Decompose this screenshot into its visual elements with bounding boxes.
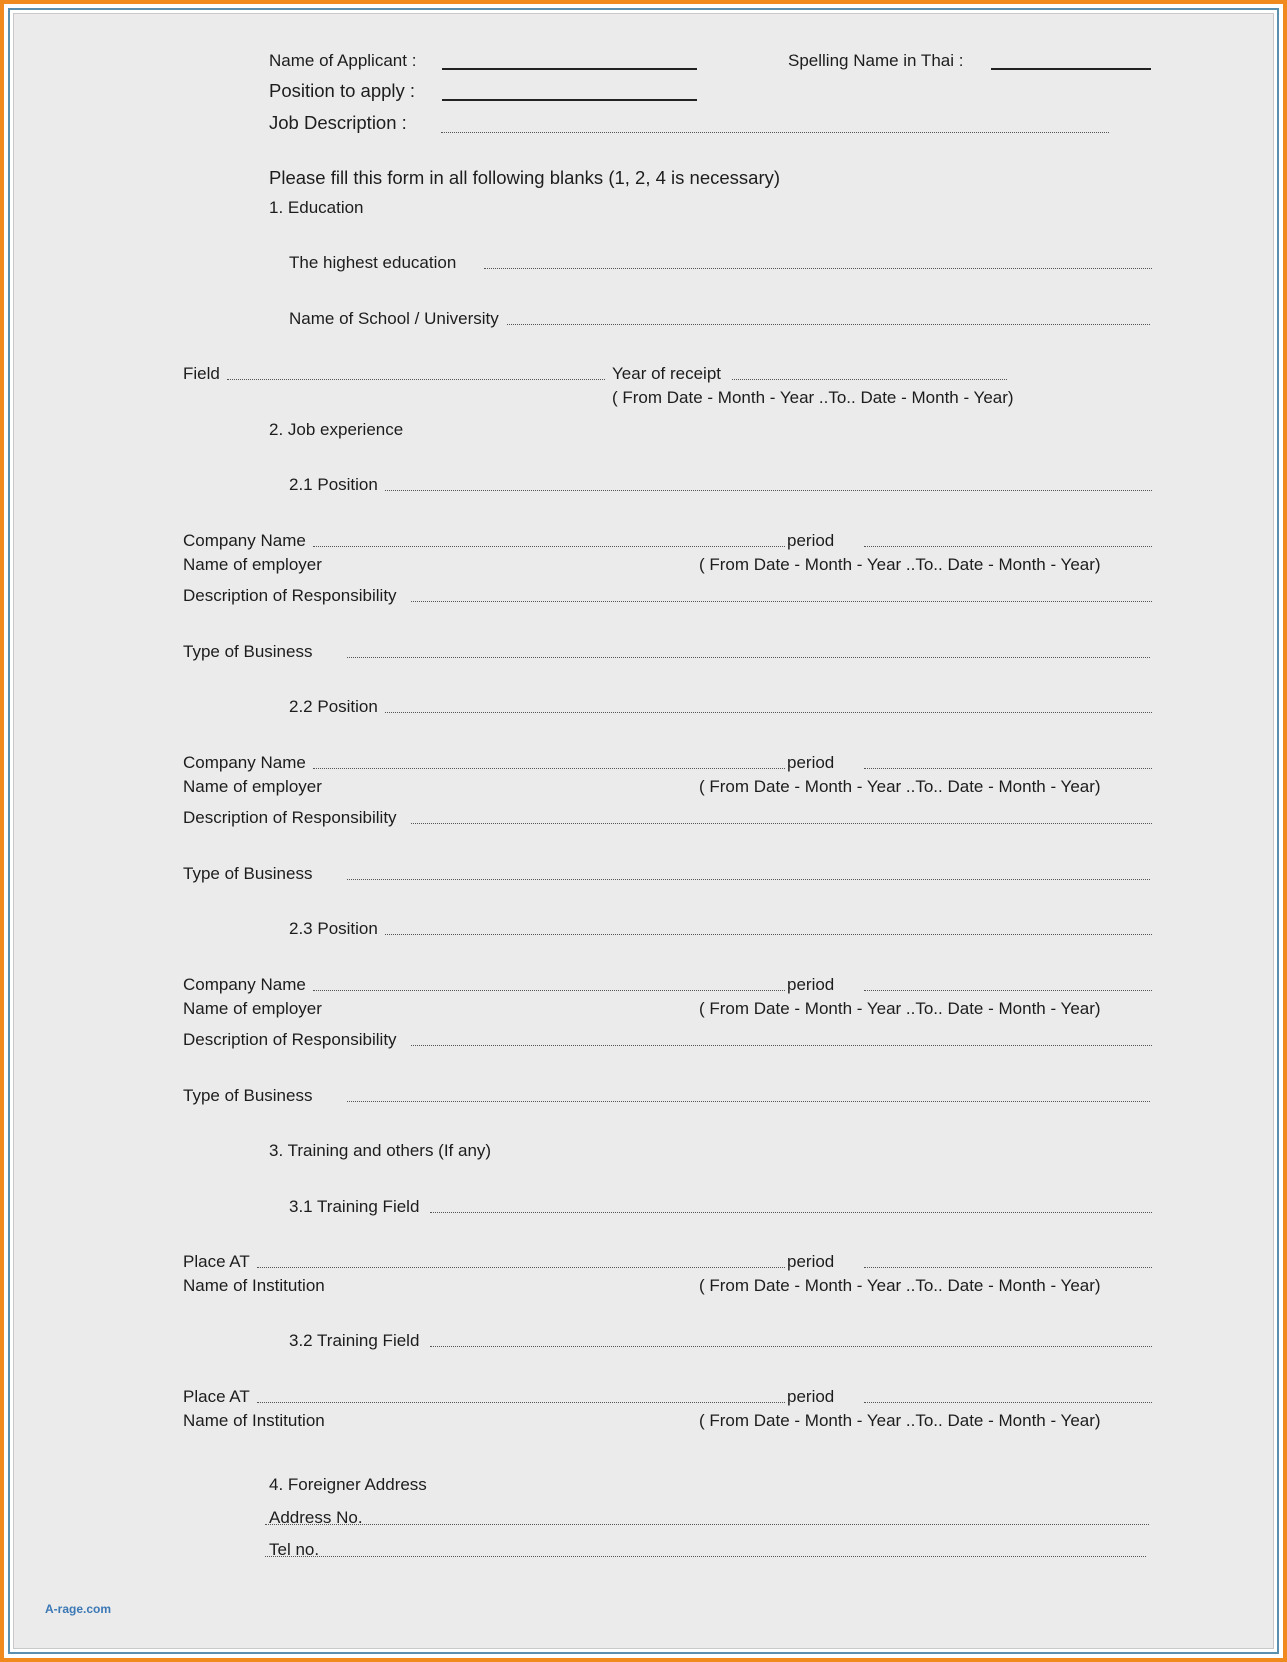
- institution-label: Name of Institution: [183, 1411, 325, 1430]
- tel-no-label: Tel no.: [269, 1540, 320, 1559]
- address-heading: 4. Foreigner Address: [269, 1475, 427, 1494]
- tel-no-field[interactable]: [265, 1556, 1146, 1557]
- period-field[interactable]: [864, 990, 1152, 991]
- period-label: period: [787, 753, 835, 772]
- highest-education-label: The highest education: [289, 253, 457, 272]
- school-field[interactable]: [507, 324, 1150, 325]
- period-note: ( From Date - Month - Year ..To.. Date - Month - Year): [699, 555, 1101, 574]
- place-at-field[interactable]: [257, 1402, 785, 1403]
- school-label: Name of School / University: [289, 309, 499, 328]
- business-type-label: Type of Business: [183, 1086, 313, 1105]
- company-name-field[interactable]: [313, 768, 785, 769]
- experience-heading: 2. Job experience: [269, 420, 404, 439]
- address-no-field[interactable]: [265, 1524, 1149, 1525]
- period-label: period: [787, 531, 835, 550]
- thai-name-field[interactable]: [991, 68, 1151, 70]
- place-at-label: Place AT: [183, 1387, 250, 1406]
- applicant-name-label: Name of Applicant :: [269, 51, 417, 70]
- company-name-label: Company Name: [183, 753, 306, 772]
- responsibility-label: Description of Responsibility: [183, 808, 397, 827]
- business-type-field[interactable]: [347, 1101, 1150, 1102]
- year-receipt-field[interactable]: [732, 379, 1007, 380]
- period-label: period: [787, 975, 835, 994]
- responsibility-field[interactable]: [411, 1045, 1152, 1046]
- institution-label: Name of Institution: [183, 1276, 325, 1295]
- period-label: period: [787, 1387, 835, 1406]
- employer-label: Name of employer: [183, 555, 322, 574]
- place-at-label: Place AT: [183, 1252, 250, 1271]
- responsibility-label: Description of Responsibility: [183, 586, 397, 605]
- employer-label: Name of employer: [183, 777, 322, 796]
- position-field[interactable]: [385, 490, 1152, 491]
- company-name-label: Company Name: [183, 531, 306, 550]
- education-heading: 1. Education: [269, 198, 364, 217]
- responsibility-field[interactable]: [411, 823, 1152, 824]
- company-name-field[interactable]: [313, 990, 785, 991]
- form-page: [13, 13, 1274, 1649]
- employer-label: Name of employer: [183, 999, 322, 1018]
- thai-name-label: Spelling Name in Thai :: [788, 51, 964, 70]
- position-label: 2.3 Position: [289, 919, 378, 938]
- period-field[interactable]: [864, 768, 1152, 769]
- company-name-field[interactable]: [313, 546, 785, 547]
- period-note: ( From Date - Month - Year ..To.. Date - Month - Year): [699, 1276, 1101, 1295]
- address-no-label: Address No.: [269, 1508, 363, 1527]
- position-apply-field[interactable]: [442, 99, 697, 101]
- job-description-label: Job Description :: [269, 112, 407, 133]
- field-label: Field: [183, 364, 220, 383]
- job-description-field[interactable]: [441, 132, 1109, 133]
- period-field[interactable]: [864, 1402, 1152, 1403]
- highest-education-field[interactable]: [484, 268, 1152, 269]
- business-type-field[interactable]: [347, 657, 1150, 658]
- field-field[interactable]: [227, 379, 605, 380]
- training-field-field[interactable]: [430, 1346, 1152, 1347]
- period-label: period: [787, 1252, 835, 1271]
- period-note: ( From Date - Month - Year ..To.. Date - Month - Year): [699, 1411, 1101, 1430]
- watermark: A-rage.com: [45, 1602, 112, 1616]
- position-label: 2.1 Position: [289, 475, 378, 494]
- year-receipt-label: Year of receipt: [612, 364, 721, 383]
- responsibility-label: Description of Responsibility: [183, 1030, 397, 1049]
- year-receipt-note: ( From Date - Month - Year ..To.. Date - Month - Year): [612, 388, 1014, 407]
- training-field-label: 3.2 Training Field: [289, 1331, 420, 1350]
- instruction-text: Please fill this form in all following blanks (1, 2, 4 is necessary): [269, 167, 781, 188]
- business-type-label: Type of Business: [183, 642, 313, 661]
- position-label: 2.2 Position: [289, 697, 378, 716]
- training-field-label: 3.1 Training Field: [289, 1197, 420, 1216]
- responsibility-field[interactable]: [411, 601, 1152, 602]
- place-at-field[interactable]: [257, 1267, 785, 1268]
- position-apply-label: Position to apply :: [269, 80, 416, 101]
- company-name-label: Company Name: [183, 975, 306, 994]
- business-type-field[interactable]: [347, 879, 1150, 880]
- training-field-field[interactable]: [430, 1212, 1152, 1213]
- period-field[interactable]: [864, 546, 1152, 547]
- position-field[interactable]: [385, 712, 1152, 713]
- business-type-label: Type of Business: [183, 864, 313, 883]
- period-note: ( From Date - Month - Year ..To.. Date - Month - Year): [699, 777, 1101, 796]
- applicant-name-field[interactable]: [442, 68, 697, 70]
- position-field[interactable]: [385, 934, 1152, 935]
- period-note: ( From Date - Month - Year ..To.. Date - Month - Year): [699, 999, 1101, 1018]
- period-field[interactable]: [864, 1267, 1152, 1268]
- training-heading: 3. Training and others (If any): [269, 1141, 492, 1160]
